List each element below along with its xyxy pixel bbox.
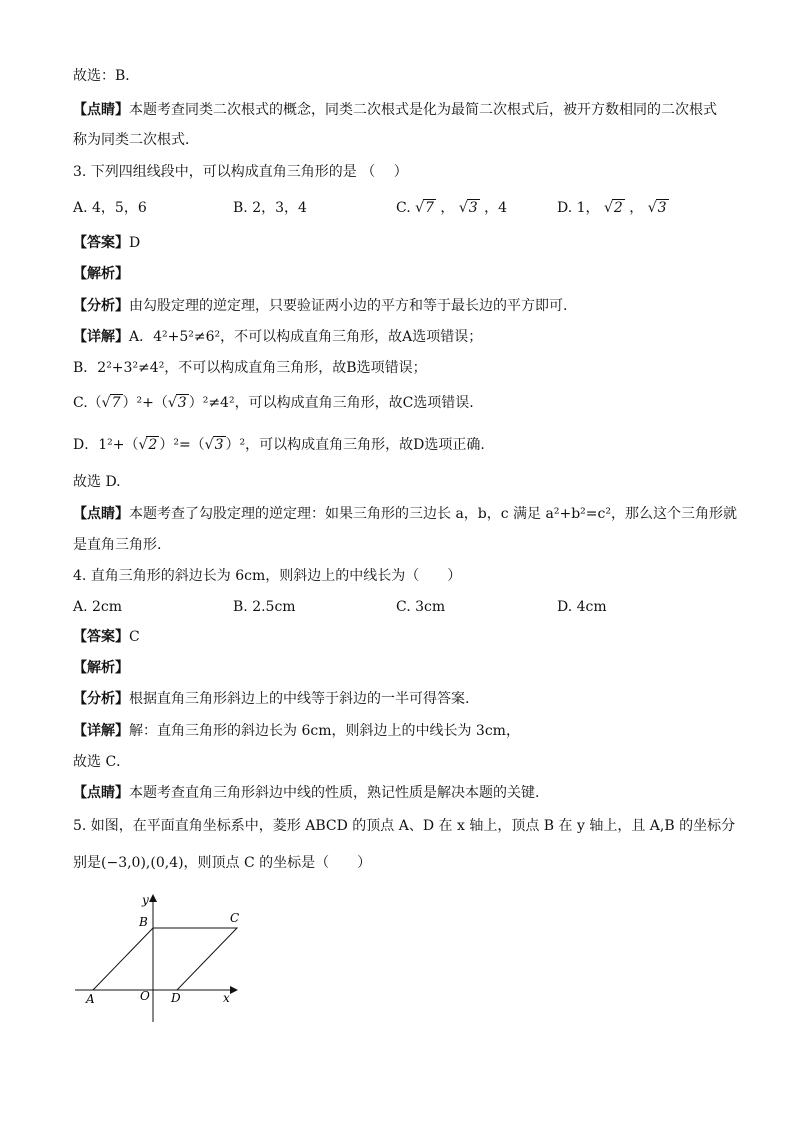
q3-option-d: D. 1， √2 ， √3 xyxy=(557,200,667,216)
label-c: C xyxy=(230,911,240,925)
q4-option-d: D. 4cm xyxy=(557,599,607,615)
q3-option-c: C. √7 ， √3 ，4 xyxy=(396,200,508,216)
q5-stem-2: 别是(−3,0),(0,4)，则顶点 C 的坐标是（ ） xyxy=(73,855,372,871)
label-o: O xyxy=(140,989,150,1003)
q4-option-c: C. 3cm xyxy=(396,599,446,615)
q4-analysis-heading: 【解析】 xyxy=(73,660,129,676)
q3-answer: 【答案】D xyxy=(73,235,141,251)
label-x: x xyxy=(223,991,230,1005)
q4-answer: 【答案】C xyxy=(73,629,140,645)
label-d: D xyxy=(171,991,181,1005)
q3-detail-b: B．2²+3²≠4²，不可以构成直角三角形，故B选项错误； xyxy=(73,360,427,376)
label-y: y xyxy=(142,893,149,907)
q3-detail-d: D．1²+（√2 ）²=（√3 ）²，可以构成直角三角形，故D选项正确. xyxy=(73,437,485,453)
label-a: A xyxy=(86,992,95,1006)
y-axis-arrow-icon xyxy=(149,894,157,902)
q3-detail-c: C.（√7 ）²+（√3 ）²≠4²，可以构成直角三角形，故C选项错误. xyxy=(73,395,474,411)
note-line-2: 称为同类二次根式． xyxy=(73,132,199,148)
q3-choose: 故选 D. xyxy=(73,474,121,490)
q3-analysis-heading: 【解析】 xyxy=(73,266,129,282)
q4-choose: 故选 C． xyxy=(73,754,131,770)
x-axis-arrow-icon xyxy=(230,986,238,994)
q4-analysis: 【分析】根据直角三角形斜边上的中线等于斜边的一半可得答案. xyxy=(73,691,470,707)
q3-analysis: 【分析】由勾股定理的逆定理，只要验证两小边的平方和等于最长边的平方即可. xyxy=(73,298,568,314)
rhombus-abcd xyxy=(93,928,237,990)
choose-line: 故选：B． xyxy=(73,68,140,84)
q4-option-b: B. 2.5cm xyxy=(233,599,296,615)
rhombus-figure xyxy=(70,890,250,1030)
note-line-1: 【点睛】本题考查同类二次根式的概念，同类二次根式是化为最简二次根式后，被开方数相同的二次根式 xyxy=(73,102,717,118)
q3-option-b: B. 2，3，4 xyxy=(233,200,307,216)
q3-option-a: A. 4，5，6 xyxy=(73,200,147,216)
q4-stem: 4. 直角三角形的斜边长为 6cm，则斜边上的中线长为（ ） xyxy=(73,568,462,584)
q5-stem-1: 5. 如图，在平面直角坐标系中，菱形 ABCD 的顶点 A、D 在 x 轴上，顶点 B 在 y 轴上，且 A,B 的坐标分 xyxy=(73,818,736,834)
q3-note-1: 【点睛】本题考查了勾股定理的逆定理：如果三角形的三边长 a，b，c 满足 a²+b²=c²，那么这个三角形就 xyxy=(73,506,737,522)
q4-note: 【点睛】本题考查直角三角形斜边中线的性质，熟记性质是解决本题的关键. xyxy=(73,785,540,801)
q4-detail: 【详解】解：直角三角形的斜边长为 6cm，则斜边上的中线长为 3cm， xyxy=(73,723,520,739)
label-b: B xyxy=(139,915,148,929)
q4-option-a: A. 2cm xyxy=(73,599,123,615)
q3-stem: 3. 下列四组线段中，可以构成直角三角形的是 （ ） xyxy=(73,164,408,180)
q3-detail-a: 【详解】A．4²+5²≠6²，不可以构成直角三角形，故A选项错误； xyxy=(73,329,483,345)
q3-note-2: 是直角三角形. xyxy=(73,537,162,553)
